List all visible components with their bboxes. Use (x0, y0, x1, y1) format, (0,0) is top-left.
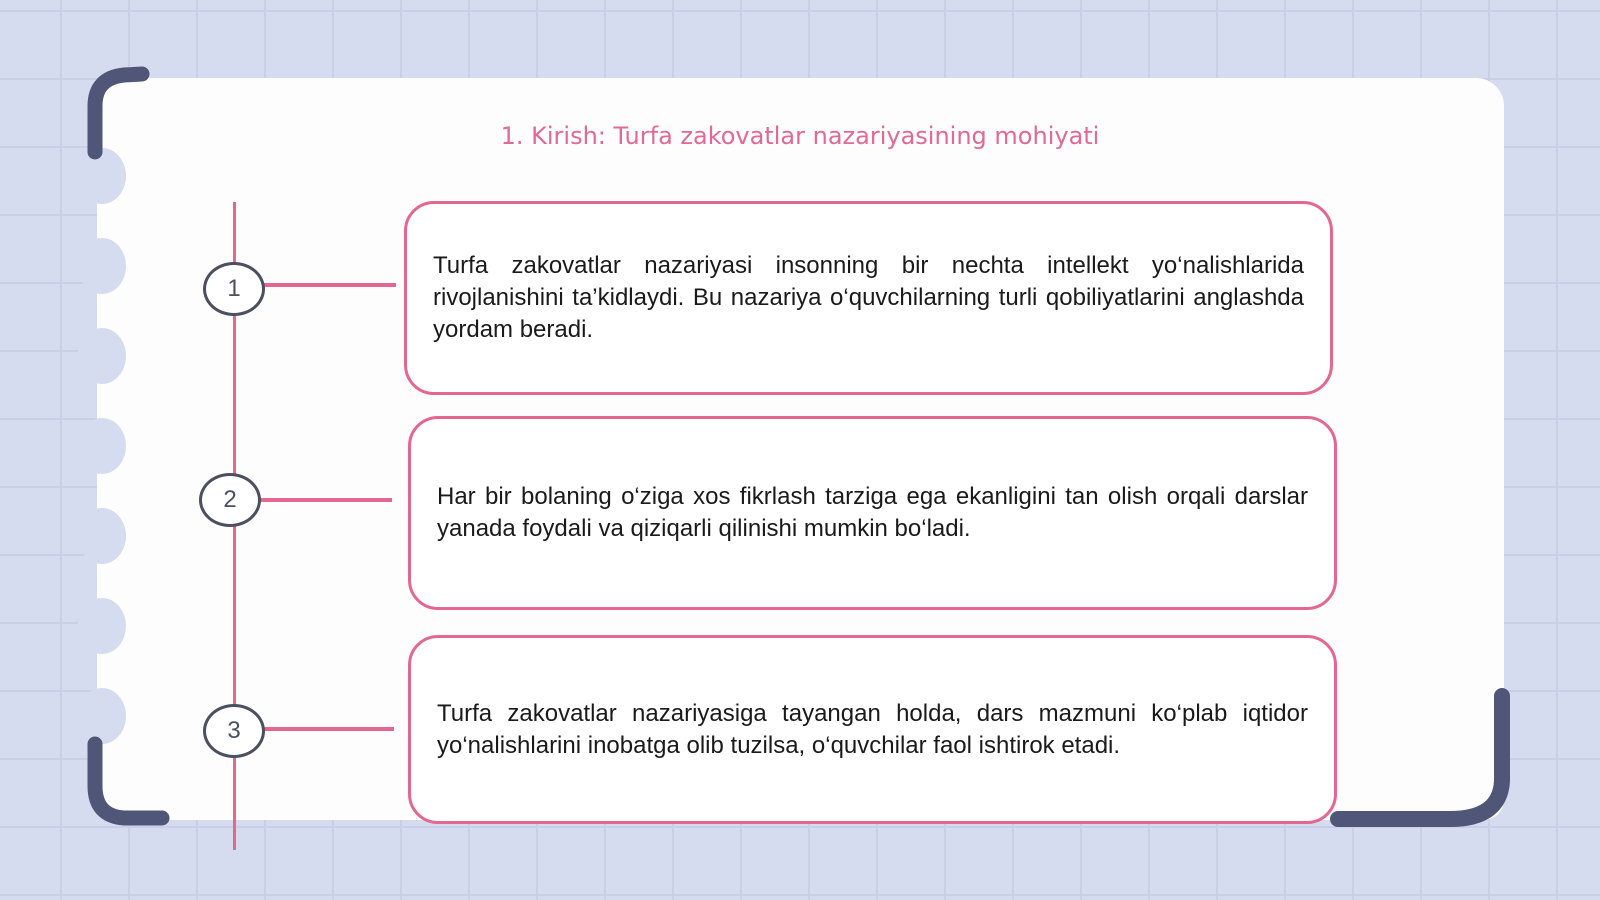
step-number: 3 (227, 717, 241, 744)
paper-notch (78, 598, 126, 654)
step-number-badge (203, 262, 265, 316)
paper-notch (78, 328, 126, 384)
paper-notch (78, 508, 126, 564)
step-card (404, 201, 1333, 395)
bottom-left-bracket (84, 736, 176, 832)
step-number-badge (203, 704, 265, 758)
step-card (408, 416, 1337, 610)
step-number: 2 (223, 486, 237, 513)
slide-title: 1. Kirish: Turfa zakovatlar nazariyasining mohiyati (500, 122, 1100, 150)
step-text: Turfa zakovatlar nazariyasiga tayangan holda, dars mazmuni ko‘plab iqtidor yo‘nalishlarini inobatga olib tuzilsa, o‘quvchilar faol ishtirok etadi. (437, 699, 1308, 759)
step-text: Har bir bolaning o‘ziga xos fikrlash tarziga ega ekanligini tan olish orqali darslar yanada foydali va qiziqarli qilinishi mumkin bo‘ladi. (437, 483, 1308, 542)
step-number: 1 (227, 275, 241, 302)
bottom-right-bracket (1330, 686, 1516, 832)
step-number-badge (199, 473, 261, 527)
step-connector (262, 727, 394, 731)
step-text: Turfa zakovatlar nazariyasi insonning bir nechta intellekt yo‘nalishlarida rivojlanishini ta’kidlaydi. Bu nazariya o‘quvchilarning turli qobiliyatlarini anglashda yordam beradi. (433, 252, 1304, 343)
step-connector (262, 283, 396, 287)
paper-notch (78, 418, 126, 474)
paper-notch (78, 238, 126, 294)
step-card (408, 635, 1337, 824)
step-connector (258, 498, 392, 502)
